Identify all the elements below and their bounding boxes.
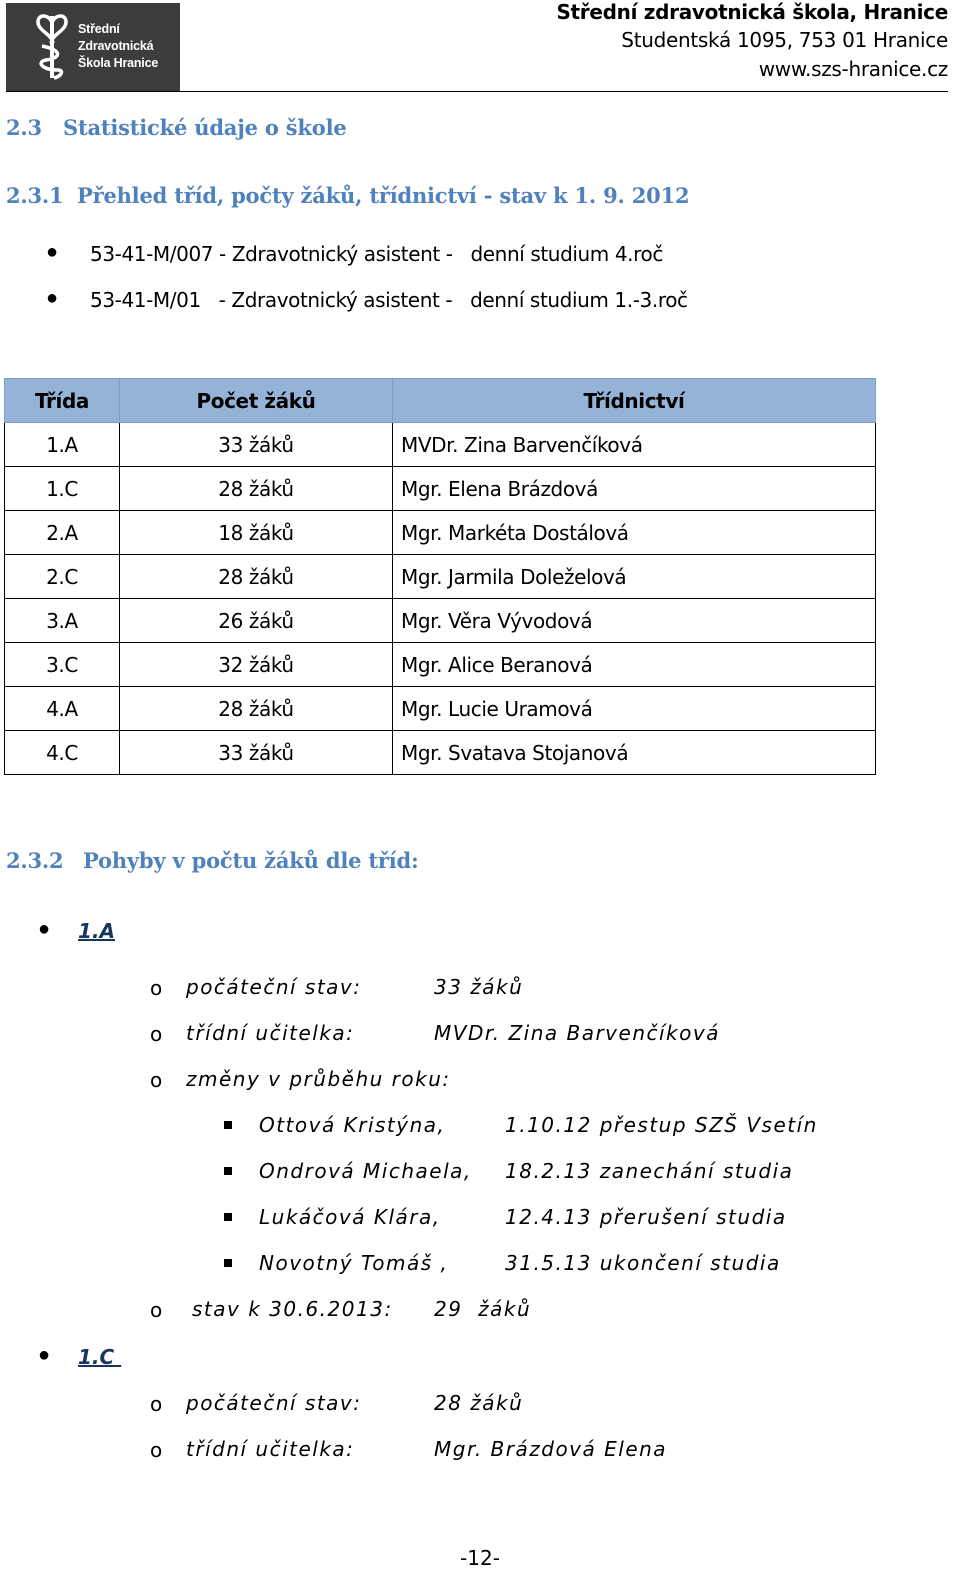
cell-class: 4.A xyxy=(5,687,120,731)
header-class: Třída xyxy=(5,379,120,423)
bullet-icon: ● xyxy=(46,287,59,309)
cell-count: 32 žáků xyxy=(120,643,393,687)
cell-teacher: Mgr. Elena Brázdová xyxy=(393,467,876,511)
cell-count: 33 žáků xyxy=(120,423,393,467)
cell-class: 1.A xyxy=(5,423,120,467)
school-website[interactable]: www.szs-hranice.cz xyxy=(758,57,948,81)
cell-count: 28 žáků xyxy=(120,687,393,731)
circle-bullet-icon: o xyxy=(150,1068,163,1092)
cell-count: 18 žáků xyxy=(120,511,393,555)
cell-teacher: Mgr. Jarmila Doleželová xyxy=(393,555,876,599)
teacher-label: třídní učitelka: xyxy=(186,1021,355,1045)
circle-bullet-icon: o xyxy=(150,976,163,1000)
initial-state-label: počáteční stav: xyxy=(186,1391,362,1415)
change-student-name: Lukáčová Klára, xyxy=(259,1205,441,1229)
table-header-row xyxy=(5,379,876,423)
circle-bullet-icon: o xyxy=(150,1392,163,1416)
cell-teacher: Mgr. Alice Beranová xyxy=(393,643,876,687)
initial-state-value: 33 žáků xyxy=(434,975,524,999)
section-number: 2.3 xyxy=(6,115,42,140)
teacher-value: Mgr. Brázdová Elena xyxy=(434,1437,668,1461)
change-note: 12.4.13 přerušení studia xyxy=(505,1205,787,1229)
class-1a-heading: 1.A xyxy=(78,919,115,943)
bullet-icon: ● xyxy=(38,1344,51,1366)
square-bullet-icon xyxy=(224,1213,232,1221)
section-title: Statistické údaje o škole xyxy=(63,115,347,140)
changes-label: změny v průběhu roku: xyxy=(186,1067,451,1091)
cell-teacher: Mgr. Věra Vývodová xyxy=(393,599,876,643)
table-row xyxy=(5,599,876,643)
section-title: Pohyby v počtu žáků dle tříd: xyxy=(83,848,419,873)
table-row xyxy=(5,643,876,687)
square-bullet-icon xyxy=(224,1259,232,1267)
cell-count: 28 žáků xyxy=(120,467,393,511)
cell-teacher: Mgr. Lucie Uramová xyxy=(393,687,876,731)
table-row xyxy=(5,731,876,775)
logo-line-2: Zdravotnická xyxy=(78,39,154,53)
cell-count: 33 žáků xyxy=(120,731,393,775)
school-address: Studentská 1095, 753 01 Hranice xyxy=(621,28,948,52)
cell-count: 26 žáků xyxy=(120,599,393,643)
initial-state-value: 28 žáků xyxy=(434,1391,524,1415)
teacher-value: MVDr. Zina Barvenčíková xyxy=(434,1021,720,1045)
table-row xyxy=(5,687,876,731)
logo-line-1: Střední xyxy=(78,22,120,36)
cell-class: 1.C xyxy=(5,467,120,511)
change-note: 31.5.13 ukončení studia xyxy=(505,1251,781,1275)
section-number: 2.3.2 xyxy=(6,848,64,873)
table-row xyxy=(5,511,876,555)
section-heading-2-3 xyxy=(6,115,347,140)
cell-count: 28 žáků xyxy=(120,555,393,599)
change-note: 18.2.13 zanechání studia xyxy=(505,1159,794,1183)
section-title: Přehled tříd, počty žáků, třídnictví - stav k 1. 9. 2012 xyxy=(77,183,690,208)
cell-class: 2.C xyxy=(5,555,120,599)
bullet-icon: ● xyxy=(38,918,51,940)
section-number: 2.3.1 xyxy=(6,183,64,208)
circle-bullet-icon: o xyxy=(150,1438,163,1462)
class-1c-heading: 1.C xyxy=(78,1345,122,1369)
final-state-value: 29 žáků xyxy=(434,1297,532,1321)
header-teacher: Třídnictví xyxy=(393,379,876,423)
table-row xyxy=(5,555,876,599)
table-row xyxy=(5,467,876,511)
cell-teacher: Mgr. Svatava Stojanová xyxy=(393,731,876,775)
cell-teacher: Mgr. Markéta Dostálová xyxy=(393,511,876,555)
header-rule xyxy=(6,91,948,92)
square-bullet-icon xyxy=(224,1121,232,1129)
school-logo xyxy=(6,3,180,91)
square-bullet-icon xyxy=(224,1167,232,1175)
program-item: 53-41-M/007 - Zdravotnický asistent - denní studium 4.roč xyxy=(90,242,663,266)
cell-teacher: MVDr. Zina Barvenčíková xyxy=(393,423,876,467)
teacher-label: třídní učitelka: xyxy=(186,1437,355,1461)
circle-bullet-icon: o xyxy=(150,1298,163,1322)
change-student-name: Ottová Kristýna, xyxy=(259,1113,446,1137)
classes-table xyxy=(4,378,876,775)
circle-bullet-icon: o xyxy=(150,1022,163,1046)
logo-line-3: Škola Hranice xyxy=(78,56,159,70)
bullet-icon: ● xyxy=(46,241,59,263)
program-item: 53-41-M/01 - Zdravotnický asistent - denní studium 1.-3.roč xyxy=(90,288,688,312)
table-row xyxy=(5,423,876,467)
header-count: Počet žáků xyxy=(120,379,393,423)
cell-class: 4.C xyxy=(5,731,120,775)
cell-class: 3.A xyxy=(5,599,120,643)
change-student-name: Novotný Tomáš , xyxy=(259,1251,449,1275)
page-number: -12- xyxy=(460,1546,500,1570)
change-note: 1.10.12 přestup SZŠ Vsetín xyxy=(505,1113,818,1137)
cell-class: 3.C xyxy=(5,643,120,687)
caduceus-icon xyxy=(32,12,72,82)
change-student-name: Ondrová Michaela, xyxy=(259,1159,472,1183)
cell-class: 2.A xyxy=(5,511,120,555)
initial-state-label: počáteční stav: xyxy=(186,975,362,999)
section-heading-2-3-2 xyxy=(6,848,419,873)
school-name: Střední zdravotnická škola, Hranice xyxy=(556,0,948,24)
final-state-label: stav k 30.6.2013: xyxy=(192,1297,393,1321)
section-heading-2-3-1 xyxy=(6,183,689,208)
